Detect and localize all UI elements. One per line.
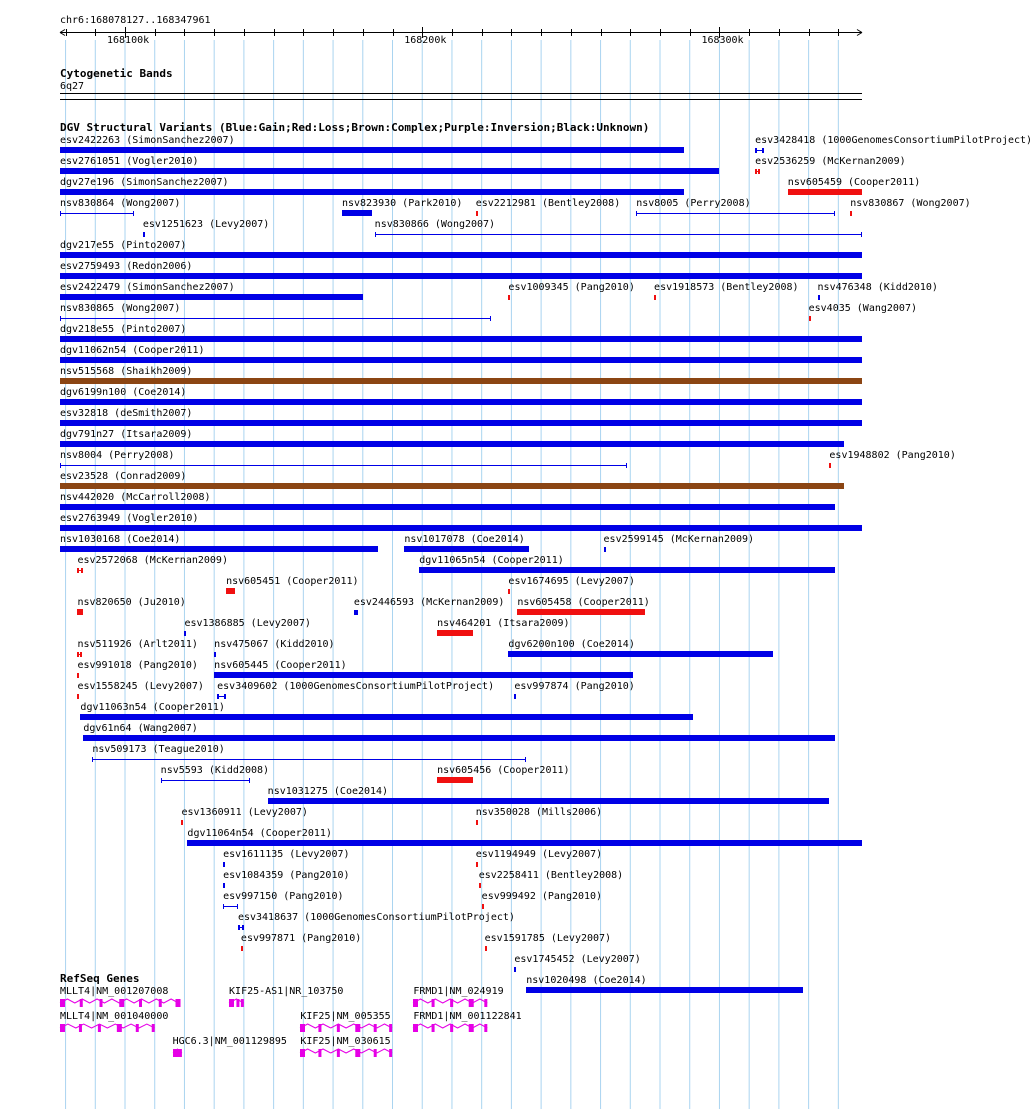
- variant-end-tick: [525, 757, 526, 762]
- variant-label: esv2258411 (Bentley2008): [478, 870, 624, 881]
- gene-model[interactable]: [300, 1047, 392, 1059]
- variant-bar[interactable]: [514, 967, 516, 972]
- variant-bar[interactable]: [214, 652, 216, 657]
- gene-model[interactable]: [413, 997, 487, 1009]
- variant-end-tick: [60, 211, 61, 216]
- variant-label: nsv464201 (Itsara2009): [437, 618, 570, 629]
- variant-bar[interactable]: [354, 610, 358, 615]
- variant-label: esv2763949 (Vogler2010): [60, 513, 199, 524]
- variant-end-tick: [861, 232, 862, 237]
- variant-label: esv3409602 (1000GenomesConsortiumPilotProject): [217, 681, 495, 692]
- variant-label: esv1591785 (Levy2007): [484, 933, 612, 944]
- gene-model[interactable]: [173, 1047, 182, 1059]
- variant-label: nsv8004 (Perry2008): [60, 450, 175, 461]
- variant-label: nsv823930 (Park2010): [341, 198, 463, 209]
- variant-bar[interactable]: [508, 651, 773, 657]
- variant-label: nsv8005 (Perry2008): [636, 198, 751, 209]
- variant-bar[interactable]: [809, 316, 811, 321]
- variant-label: nsv830867 (Wong2007): [850, 198, 971, 209]
- gene-model[interactable]: [60, 1022, 155, 1034]
- variant-bar[interactable]: [60, 441, 844, 447]
- variant-label: nsv509173 (Teague2010): [92, 744, 225, 755]
- variant-label: esv1948802 (Pang2010): [829, 450, 956, 461]
- variant-bar[interactable]: [83, 735, 835, 741]
- variant-label: nsv605459 (Cooper2011): [787, 177, 921, 188]
- cytoband-track-title: Cytogenetic Bands: [60, 67, 173, 80]
- variant-end-tick: [92, 757, 93, 762]
- variant-label: esv2446593 (McKernan2009): [353, 597, 505, 608]
- variant-label: esv2422263 (SimonSanchez2007): [60, 135, 235, 146]
- variant-label: esv991018 (Pang2010): [77, 660, 198, 671]
- gene-label: MLLT4|NM_001040000: [60, 1011, 169, 1022]
- gene-model[interactable]: [413, 1022, 487, 1034]
- variant-bar[interactable]: [223, 883, 225, 888]
- variant-label: dgv218e55 (Pinto2007): [60, 324, 187, 335]
- variant-label: esv23528 (Conrad2009): [60, 471, 187, 482]
- variant-bar[interactable]: [476, 862, 478, 867]
- variant-bar[interactable]: [60, 546, 378, 552]
- ruler-tick-label: 168100k: [107, 35, 150, 46]
- variant-bar[interactable]: [77, 694, 79, 699]
- variant-bar[interactable]: [526, 987, 802, 993]
- gene-model[interactable]: [229, 997, 244, 1009]
- variant-end-tick: [636, 211, 637, 216]
- variant-label: nsv1031275 (Coe2014): [267, 786, 389, 797]
- variant-end-tick: [223, 904, 224, 909]
- variant-label: nsv820650 (Ju2010): [77, 597, 186, 608]
- variant-label: esv1009345 (Pang2010): [508, 282, 635, 293]
- variant-end-tick: [60, 463, 61, 468]
- variant-label: dgv11064n54 (Cooper2011): [187, 828, 332, 839]
- variant-bar[interactable]: [437, 777, 473, 783]
- variant-label: esv2212981 (Bentley2008): [475, 198, 621, 209]
- variant-label: dgv6200n100 (Coe2014): [508, 639, 635, 650]
- variant-bar[interactable]: [517, 609, 645, 615]
- variant-end-tick: [375, 232, 376, 237]
- variant-bar[interactable]: [77, 609, 83, 615]
- variant-end-tick: [237, 904, 238, 909]
- variant-label: esv32818 (deSmith2007): [60, 408, 193, 419]
- variant-bar[interactable]: [77, 652, 81, 657]
- variant-bar[interactable]: [60, 420, 862, 426]
- variant-bar[interactable]: [60, 252, 862, 258]
- variant-bar[interactable]: [80, 714, 692, 720]
- variant-bar[interactable]: [223, 862, 225, 867]
- variant-bar[interactable]: [342, 210, 372, 216]
- cytoband-bar[interactable]: [60, 93, 862, 100]
- variant-label: esv1558245 (Levy2007): [77, 681, 204, 692]
- variant-bar[interactable]: [755, 148, 764, 153]
- variant-label: nsv442020 (McCarroll2008): [60, 492, 211, 503]
- variant-bar[interactable]: [60, 399, 862, 405]
- ruler-coordinates: chr6:168078127..168347961: [60, 15, 211, 26]
- ruler-tick-label: 168300k: [701, 35, 744, 46]
- gene-model[interactable]: [60, 997, 179, 1009]
- variant-label: esv4035 (Wang2007): [808, 303, 917, 314]
- ruler-tick-label: 168200k: [404, 35, 447, 46]
- variant-bar[interactable]: [604, 547, 606, 552]
- variant-bar[interactable]: [60, 525, 862, 531]
- variant-bar[interactable]: [829, 463, 831, 468]
- variant-label: nsv350028 (Mills2006): [475, 807, 603, 818]
- variant-bar[interactable]: [184, 631, 186, 636]
- variant-label: nsv5593 (Kidd2008): [160, 765, 270, 776]
- variant-label: esv2759493 (Redon2006): [60, 261, 193, 272]
- variant-bar[interactable]: [476, 211, 478, 216]
- variant-bar[interactable]: [60, 483, 844, 489]
- variant-bar[interactable]: [60, 168, 719, 174]
- variant-label: nsv605458 (Cooper2011): [517, 597, 650, 608]
- variant-label: dgv61n64 (Wang2007): [83, 723, 198, 734]
- variant-label: nsv511926 (Arlt2011): [77, 639, 198, 650]
- variant-bar[interactable]: [77, 568, 83, 573]
- variant-line[interactable]: [60, 318, 491, 319]
- variant-label: dgv11062n54 (Cooper2011): [60, 345, 205, 356]
- gene-label: KIF25|NM_005355: [300, 1011, 391, 1022]
- variant-label: esv997150 (Pang2010): [223, 891, 344, 902]
- variant-label: dgv6199n100 (Coe2014): [60, 387, 187, 398]
- variant-bar[interactable]: [181, 820, 183, 825]
- variant-line[interactable]: [161, 780, 250, 781]
- variant-bar[interactable]: [241, 946, 243, 951]
- variant-bar[interactable]: [226, 588, 235, 594]
- variant-bar[interactable]: [268, 798, 830, 804]
- variant-bar[interactable]: [479, 883, 481, 888]
- variant-label: esv999492 (Pang2010): [481, 891, 603, 902]
- variant-bar[interactable]: [60, 357, 862, 363]
- variant-label: esv1918573 (Bentley2008): [654, 282, 799, 293]
- variant-label: esv1386885 (Levy2007): [184, 618, 311, 629]
- variant-line[interactable]: [375, 234, 862, 235]
- variant-label: nsv605456 (Cooper2011): [437, 765, 570, 776]
- variant-label: nsv475067 (Kidd2010): [214, 639, 335, 650]
- variant-end-tick: [60, 316, 61, 321]
- refseq-track-title: RefSeq Genes: [60, 972, 140, 985]
- variant-bar[interactable]: [476, 820, 478, 825]
- variant-bar[interactable]: [654, 295, 656, 300]
- variant-label: esv2761051 (Vogler2010): [60, 156, 199, 167]
- variant-label: nsv1030168 (Coe2014): [60, 534, 181, 545]
- variant-label: nsv830864 (Wong2007): [60, 198, 181, 209]
- variant-label: esv1674695 (Levy2007): [508, 576, 635, 587]
- gene-label: KIF25-AS1|NR_103750: [229, 986, 344, 997]
- variant-bar[interactable]: [60, 336, 862, 342]
- variant-bar[interactable]: [508, 589, 510, 594]
- variant-label: esv2536259 (McKernan2009): [755, 156, 906, 167]
- variant-label: esv997874 (Pang2010): [514, 681, 635, 692]
- variant-end-tick: [161, 778, 162, 783]
- variant-bar[interactable]: [514, 694, 516, 699]
- variant-label: esv1360911 (Levy2007): [181, 807, 308, 818]
- variant-bar[interactable]: [818, 295, 820, 300]
- variant-label: esv3418637 (1000GenomesConsortiumPilotProject): [237, 912, 515, 923]
- variant-label: esv1084359 (Pang2010): [223, 870, 350, 881]
- variant-label: dgv11065n54 (Cooper2011): [419, 555, 564, 566]
- variant-label: esv2422479 (SimonSanchez2007): [60, 282, 235, 293]
- variant-bar[interactable]: [437, 630, 473, 636]
- gene-model[interactable]: [300, 1022, 392, 1034]
- variant-bar[interactable]: [404, 546, 529, 552]
- variant-line[interactable]: [92, 759, 526, 760]
- gene-label: FRMD1|NM_001122841: [413, 1011, 522, 1022]
- gene-label: MLLT4|NM_001207008: [60, 986, 169, 997]
- variant-bar[interactable]: [60, 504, 835, 510]
- variant-label: dgv11063n54 (Cooper2011): [80, 702, 225, 713]
- variant-line[interactable]: [223, 906, 238, 907]
- variant-bar[interactable]: [217, 694, 226, 699]
- variant-label: esv2599145 (McKernan2009): [603, 534, 755, 545]
- variant-bar[interactable]: [77, 673, 79, 678]
- variant-label: esv1611135 (Levy2007): [223, 849, 350, 860]
- variant-bar[interactable]: [60, 378, 862, 384]
- variant-bar[interactable]: [788, 189, 862, 195]
- variant-bar[interactable]: [143, 232, 145, 237]
- variant-bar[interactable]: [60, 294, 363, 300]
- variant-bar[interactable]: [187, 840, 862, 846]
- variant-line[interactable]: [60, 465, 627, 466]
- variant-end-tick: [626, 463, 627, 468]
- variant-bar[interactable]: [508, 295, 510, 300]
- variant-label: esv1194949 (Levy2007): [475, 849, 603, 860]
- variant-label: nsv1020498 (Coe2014): [526, 975, 647, 986]
- variant-label: dgv791n27 (Itsara2009): [60, 429, 193, 440]
- variant-label: nsv1017078 (Coe2014): [404, 534, 525, 545]
- variant-bar[interactable]: [238, 925, 244, 930]
- gene-label: KIF25|NM_030615: [300, 1036, 391, 1047]
- variant-label: nsv830866 (Wong2007): [374, 219, 496, 230]
- variant-end-tick: [834, 211, 835, 216]
- variant-bar[interactable]: [60, 147, 684, 153]
- dgv-track-title: DGV Structural Variants (Blue:Gain;Red:Loss;Brown:Complex;Purple:Inversion;Black:Unknown): [60, 121, 650, 134]
- gene-label: FRMD1|NM_024919: [413, 986, 504, 997]
- variant-bar[interactable]: [850, 211, 852, 216]
- variant-end-tick: [249, 778, 250, 783]
- variant-bar[interactable]: [482, 904, 484, 909]
- variant-line[interactable]: [60, 213, 134, 214]
- variant-label: esv1251623 (Levy2007): [142, 219, 270, 230]
- variant-bar[interactable]: [60, 273, 862, 279]
- variant-label: nsv476348 (Kidd2010): [817, 282, 938, 293]
- variant-bar[interactable]: [419, 567, 835, 573]
- variant-label: nsv605451 (Cooper2011): [226, 576, 359, 587]
- variant-label: esv997871 (Pang2010): [240, 933, 362, 944]
- variant-label: dgv27e196 (SimonSanchez2007): [60, 177, 229, 188]
- variant-end-tick: [133, 211, 134, 216]
- variant-label: nsv830865 (Wong2007): [60, 303, 181, 314]
- variant-label: nsv515568 (Shaikh2009): [60, 366, 193, 377]
- variant-label: nsv605445 (Cooper2011): [214, 660, 347, 671]
- variant-label: esv2572068 (McKernan2009): [77, 555, 228, 566]
- variant-line[interactable]: [636, 213, 835, 214]
- variant-label: esv3428418 (1000GenomesConsortiumPilotProject): [755, 135, 1032, 146]
- variant-bar[interactable]: [60, 189, 684, 195]
- variant-label: esv1745452 (Levy2007): [514, 954, 641, 965]
- cytoband-label: 6q27: [60, 81, 85, 92]
- variant-bar[interactable]: [485, 946, 487, 951]
- variant-bar[interactable]: [214, 672, 633, 678]
- gene-label: HGC6.3|NM_001129895: [172, 1036, 287, 1047]
- variant-label: dgv217e55 (Pinto2007): [60, 240, 187, 251]
- variant-end-tick: [490, 316, 491, 321]
- variant-bar[interactable]: [755, 169, 759, 174]
